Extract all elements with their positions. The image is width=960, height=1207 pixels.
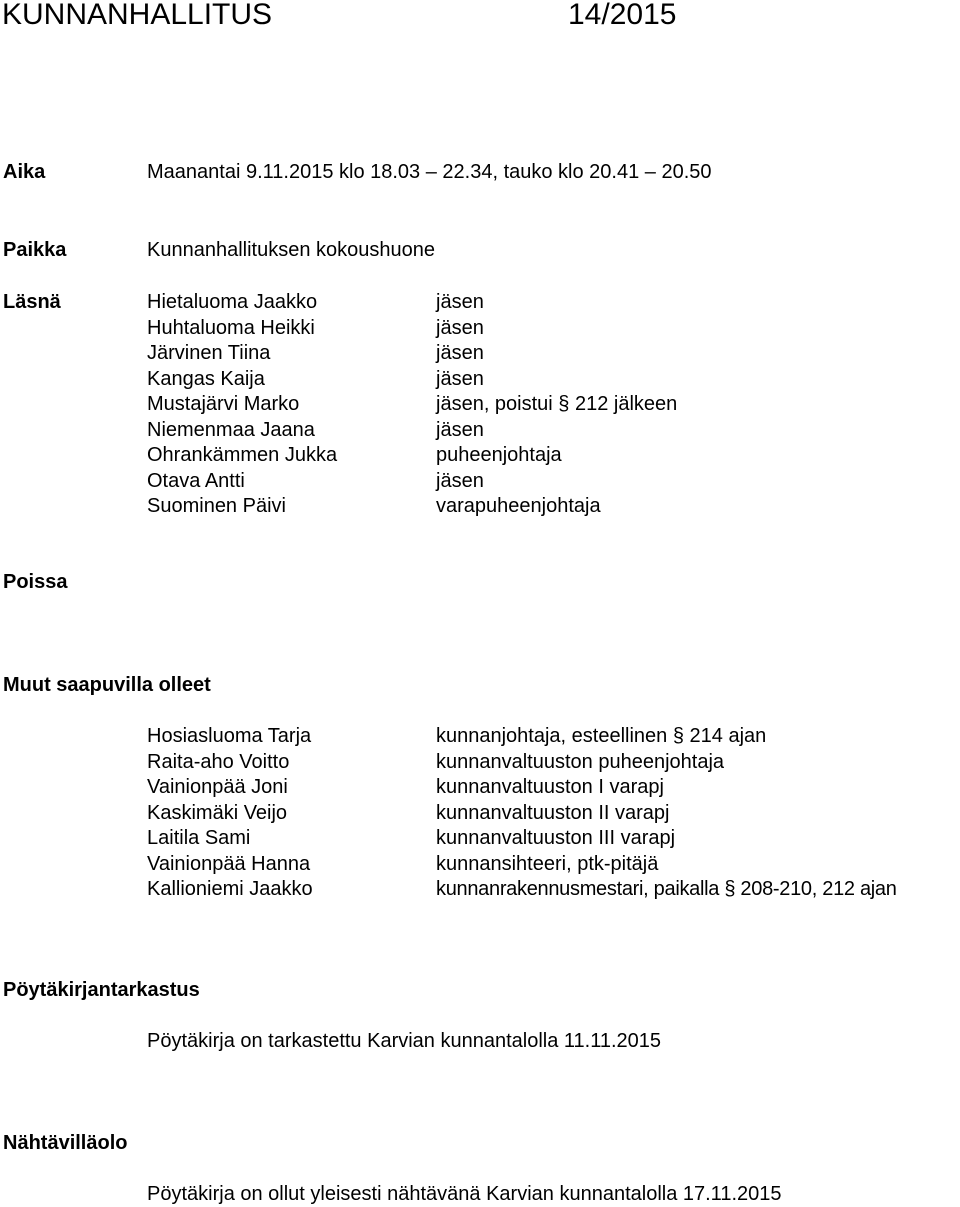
attendee-role: varapuheenjohtaja [436, 495, 601, 517]
tarkastus-value: Pöytäkirja on tarkastettu Karvian kunnantalolla 11.11.2015 [147, 1030, 662, 1052]
other-row [0, 725, 960, 750]
other-name: Vainionpää Hanna [147, 852, 311, 875]
muut-label: Muut saapuvilla olleet [3, 674, 211, 696]
attendee-row [0, 419, 960, 444]
attendee-role: jäsen [436, 291, 484, 313]
other-row [0, 827, 960, 852]
attendee-row [0, 342, 960, 367]
attendee-name: Otava Antti [147, 469, 245, 492]
attendee-role: jäsen [436, 367, 484, 390]
attendee-name: Kangas Kaija [147, 367, 265, 390]
attendee-row [0, 317, 960, 342]
tarkastus-label: Pöytäkirjantarkastus [3, 979, 200, 1001]
aika-value: Maanantai 9.11.2015 klo 18.03 – 22.34, tauko klo 20.41 – 20.50 [147, 161, 712, 183]
attendee-role: jäsen, poistui § 212 jälkeen [436, 393, 678, 415]
other-row [0, 878, 960, 903]
other-name: Vainionpää Joni [147, 776, 288, 798]
other-name: Raita-aho Voitto [147, 750, 290, 773]
attendee-row [0, 495, 960, 520]
other-role: kunnanvaltuuston II varapj [436, 801, 670, 824]
attendee-role: jäsen [436, 342, 484, 364]
attendee-row [0, 393, 960, 418]
other-name: Hosiasluoma Tarja [147, 725, 312, 747]
paikka-label: Paikka [3, 239, 67, 261]
other-row [0, 776, 960, 801]
attendee-name: Niemenmaa Jaana [147, 418, 315, 441]
poissa-label: Poissa [3, 571, 68, 593]
attendee-role: jäsen [436, 316, 484, 339]
attendee-role: jäsen [436, 469, 484, 492]
attendee-name: Huhtaluoma Heikki [147, 316, 315, 339]
attendee-role: jäsen [436, 418, 484, 441]
other-role: kunnanvaltuuston III varapj [436, 827, 676, 849]
attendee-name: Suominen Päivi [147, 495, 286, 517]
nahtavilla-value: Pöytäkirja on ollut yleisesti nähtävänä Karvian kunnantalolla 17.11.2015 [147, 1183, 782, 1205]
other-role: kunnanvaltuuston I varapj [436, 776, 664, 798]
other-row [0, 751, 960, 776]
attendee-role: puheenjohtaja [436, 444, 562, 466]
other-name: Kaskimäki Veijo [147, 801, 288, 824]
document-title: KUNNANHALLITUS [2, 0, 273, 31]
nahtavilla-label: Nähtävilläolo [3, 1132, 128, 1154]
paikka-value: Kunnanhallituksen kokoushuone [147, 239, 435, 261]
other-role: kunnanjohtaja, esteellinen § 214 ajan [436, 725, 767, 747]
lasna-label: Läsnä [3, 291, 61, 313]
attendee-name: Hietaluoma Jaakko [147, 291, 318, 313]
attendee-name: Mustajärvi Marko [147, 393, 300, 415]
other-row [0, 802, 960, 827]
attendee-name: Järvinen Tiina [147, 342, 271, 364]
attendee-row [0, 368, 960, 393]
attendee-row [0, 470, 960, 495]
other-role: kunnansihteeri, ptk-pitäjä [436, 852, 659, 875]
attendee-row [0, 444, 960, 469]
other-role: kunnanvaltuuston puheenjohtaja [436, 750, 725, 773]
aika-label: Aika [3, 161, 46, 183]
other-role: kunnanrakennusmestari, paikalla § 208-210, 212 ajan [436, 878, 897, 900]
other-name: Kallioniemi Jaakko [147, 878, 313, 900]
meeting-number: 14/2015 [568, 0, 677, 31]
attendee-row [0, 291, 960, 316]
attendee-name: Ohrankämmen Jukka [147, 444, 338, 466]
other-row [0, 853, 960, 878]
other-name: Laitila Sami [147, 827, 251, 849]
